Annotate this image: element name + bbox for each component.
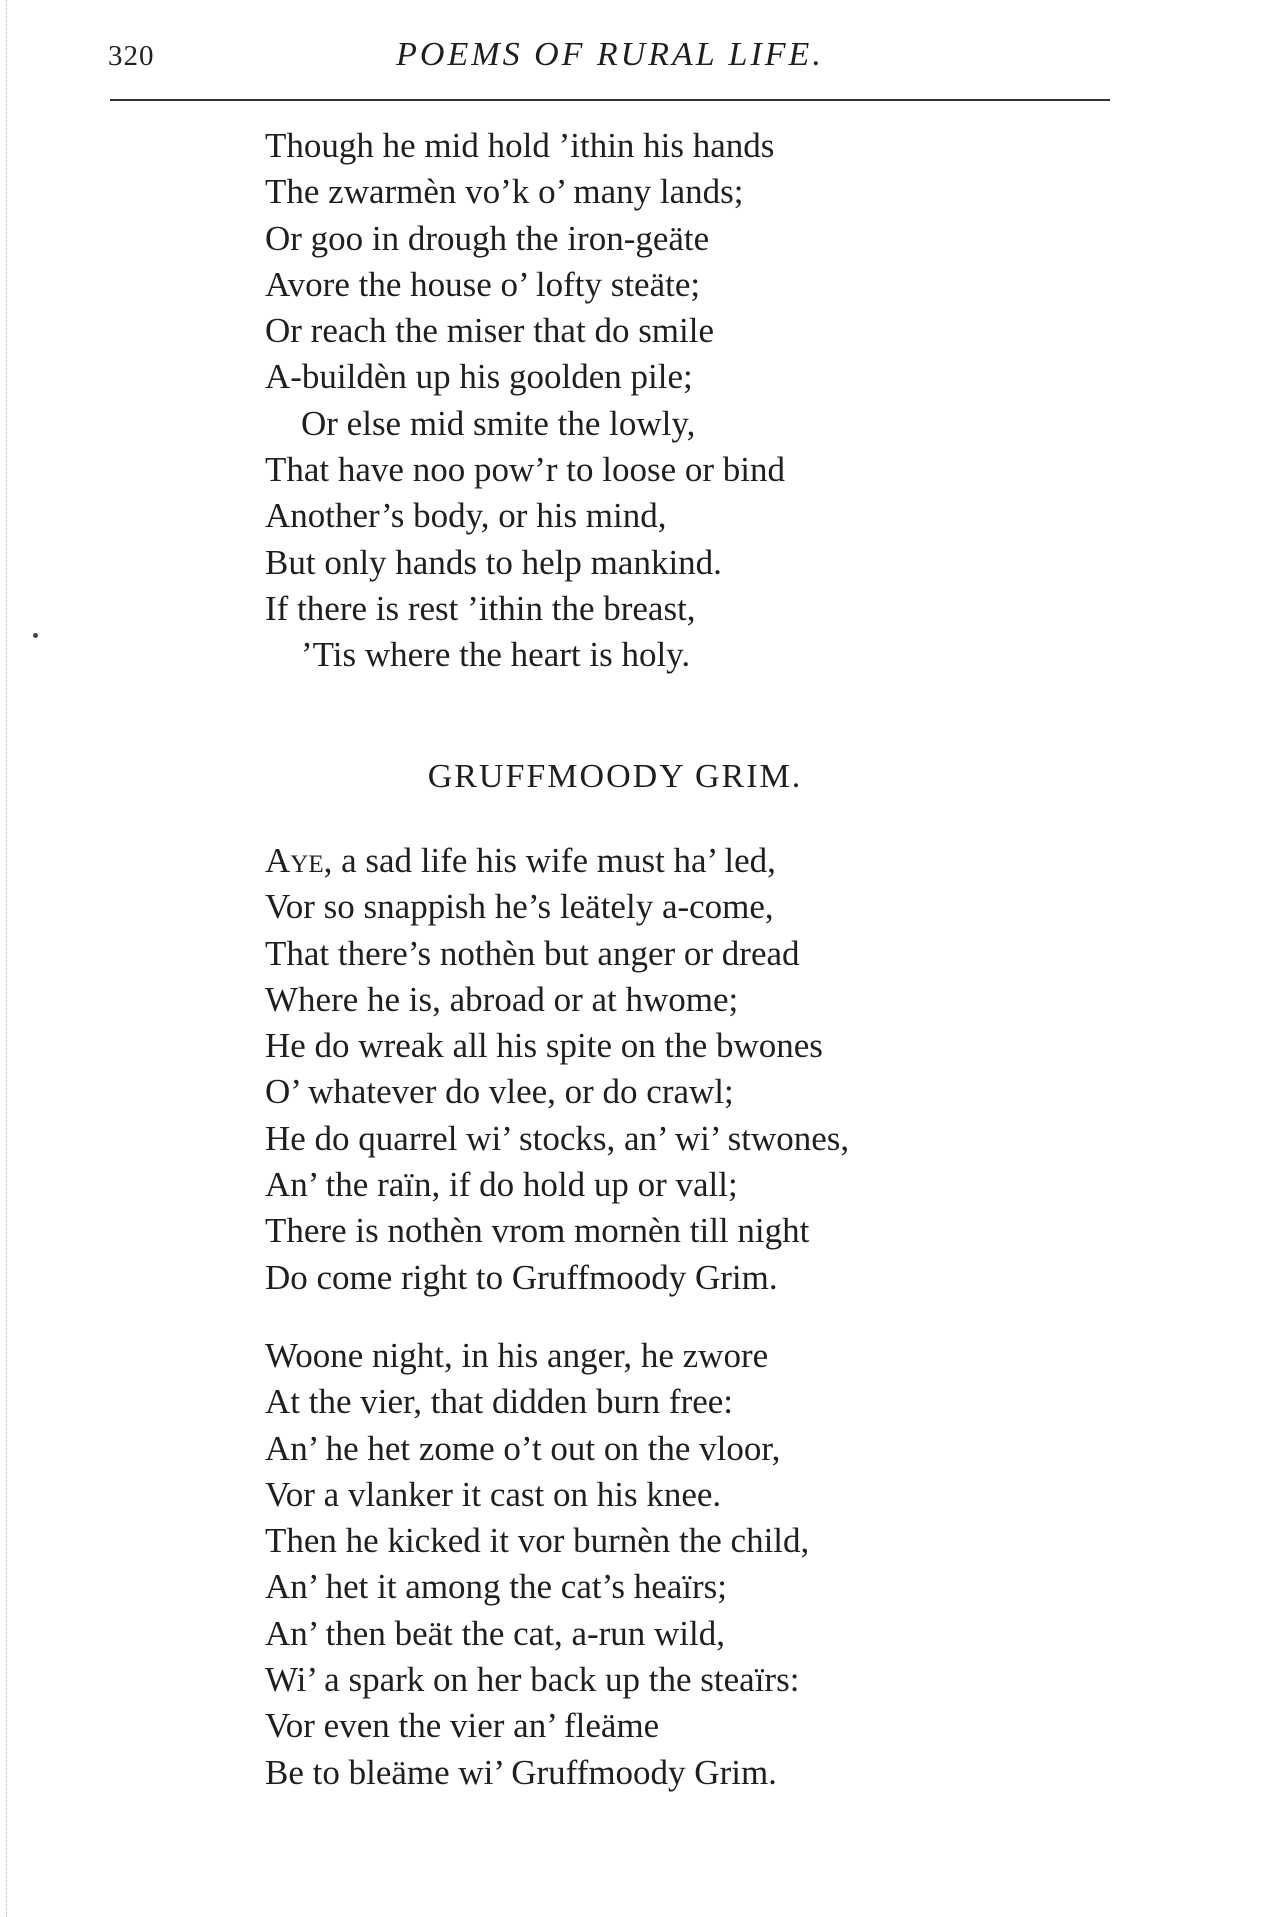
verse-line: An’ the raïn, if do hold up or vall;	[265, 1165, 738, 1205]
running-head: POEMS OF RURAL LIFE.	[396, 36, 824, 73]
verse-line: He do quarrel wi’ stocks, an’ wi’ stwones,	[265, 1118, 850, 1158]
verse-line: The zwarmèn vo’k o’ many lands;	[265, 172, 744, 212]
verse-line: O’ whatever do vlee, or do crawl;	[265, 1072, 734, 1112]
verse-line: Or reach the miser that do smile	[265, 311, 715, 351]
verse-line: Avore the house o’ lofty steäte;	[265, 264, 701, 304]
verse-line: That there’s nothèn but anger or dread	[265, 933, 800, 973]
verse-line: There is nothèn vrom mornèn till night	[265, 1211, 810, 1251]
verse-line-opening	[265, 838, 1125, 884]
verse-line: He do wreak all his spite on the bwones	[265, 1026, 823, 1066]
verse-line: Another’s body, or his mind,	[265, 496, 667, 536]
opening-word: Aye,	[265, 841, 333, 880]
verse-line: A-buildèn up his goolden pile;	[265, 357, 693, 397]
verse-line: An’ het it among the cat’s heaïrs;	[265, 1567, 727, 1607]
verse-line: Though he mid hold ’ithin his hands	[265, 126, 775, 165]
verse-line: Or goo in drough the iron-geäte	[265, 218, 710, 258]
verse-line: But only hands to help mankind.	[265, 542, 722, 582]
verse-line: Vor so snappish he’s leätely a-come,	[265, 887, 774, 927]
stanza-2	[265, 1333, 1125, 1796]
verse-line: Then he kicked it vor burnèn the child,	[265, 1521, 810, 1561]
verse-line: Be to bleäme wi’ Gruffmoody Grim.	[265, 1752, 777, 1792]
verse-line: Do come right to Gruffmoody Grim.	[265, 1257, 778, 1297]
page-edge-line	[6, 0, 7, 1917]
verse-line: An’ he het zome o’t out on the vloor,	[265, 1428, 781, 1468]
verse-line: At the vier, that didden burn free:	[265, 1382, 734, 1422]
verse-line: If there is rest ’ithin the breast,	[265, 588, 696, 628]
previous-poem-ending	[265, 123, 1125, 679]
margin-speck	[33, 633, 38, 638]
verse-line: Woone night, in his anger, he zwore	[265, 1336, 769, 1375]
poem-title: GRUFFMOODY GRIM.	[427, 758, 803, 795]
verse-line-refrain: ’Tis where the heart is holy.	[301, 635, 691, 675]
opening-line-rest: a sad life his wife must ha’ led,	[332, 841, 776, 880]
page-header	[0, 0, 1278, 110]
page-number: 320	[108, 40, 155, 72]
stanza-1	[265, 838, 1125, 1301]
header-rule	[110, 99, 1110, 101]
verse-line: That have noo pow’r to loose or bind	[265, 450, 786, 490]
verse-line: Vor a vlanker it cast on his knee.	[265, 1474, 722, 1514]
verse-line: Vor even the vier an’ fleäme	[265, 1706, 660, 1746]
verse-line-refrain: Or else mid smite the lowly,	[301, 403, 696, 443]
verse-line: An’ then beät the cat, a-run wild,	[265, 1613, 726, 1653]
verse-line: Wi’ a spark on her back up the steaïrs:	[265, 1660, 800, 1700]
verse-line: Where he is, abroad or at hwome;	[265, 979, 739, 1019]
